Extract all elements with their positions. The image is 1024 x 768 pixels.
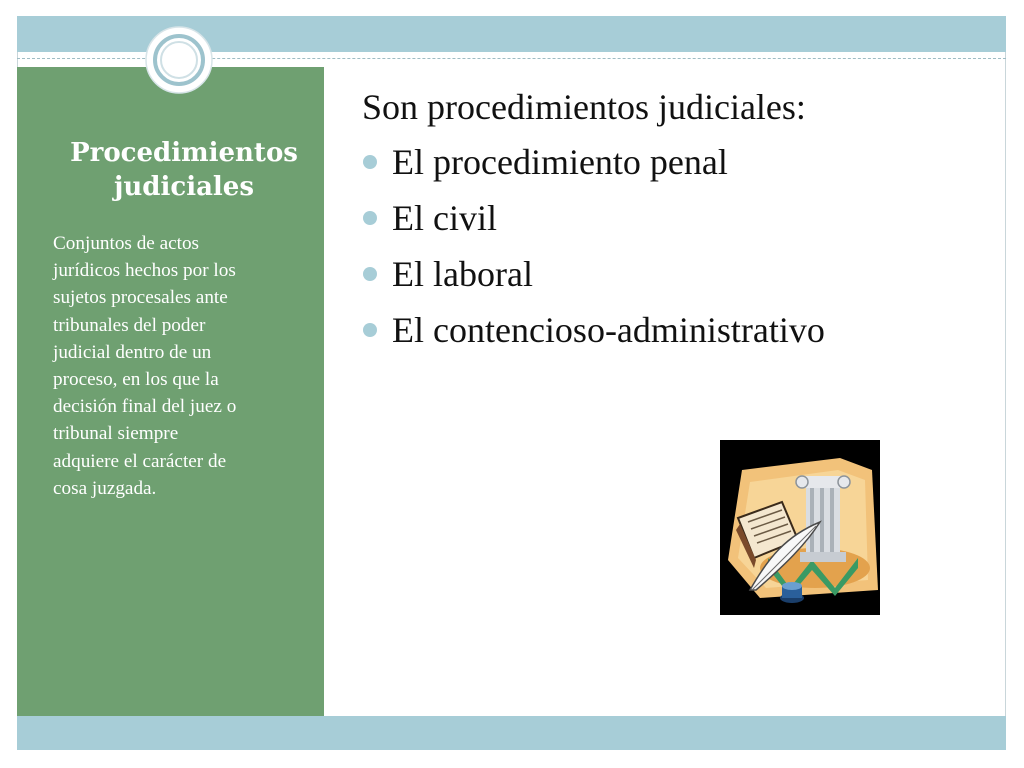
- bullet-icon: [363, 155, 377, 169]
- ring-ornament-icon: [144, 25, 214, 95]
- law-books-quill-column-icon: [720, 440, 880, 615]
- list-item: [362, 302, 982, 358]
- list-item: [362, 246, 982, 302]
- sidebar-definition-text: Conjuntos de actos jurídicos hechos por los sujetos procesales ante tribunales del poder judicial dentro de un proceso, en los que la decisión final del juez o tribunal siempre adquiere el carácter de cosa juzgada.: [53, 233, 237, 499]
- bullet-icon: [363, 267, 377, 281]
- list-item: [362, 190, 982, 246]
- list-item-text: El laboral: [392, 254, 533, 294]
- list-item-text: El contencioso-administrativo: [392, 310, 825, 350]
- bullet-icon: [363, 323, 377, 337]
- bottom-band: [17, 716, 1006, 750]
- procedure-list: [362, 134, 982, 358]
- list-item-text: El civil: [392, 198, 497, 238]
- main-content: [362, 80, 982, 358]
- intro-heading: Son procedimientos judiciales:: [362, 87, 806, 127]
- bullet-icon: [363, 211, 377, 225]
- list-item: [362, 134, 982, 190]
- list-item-text: El procedimiento penal: [392, 142, 728, 182]
- sidebar-title: Procedimientos judiciales: [70, 138, 298, 202]
